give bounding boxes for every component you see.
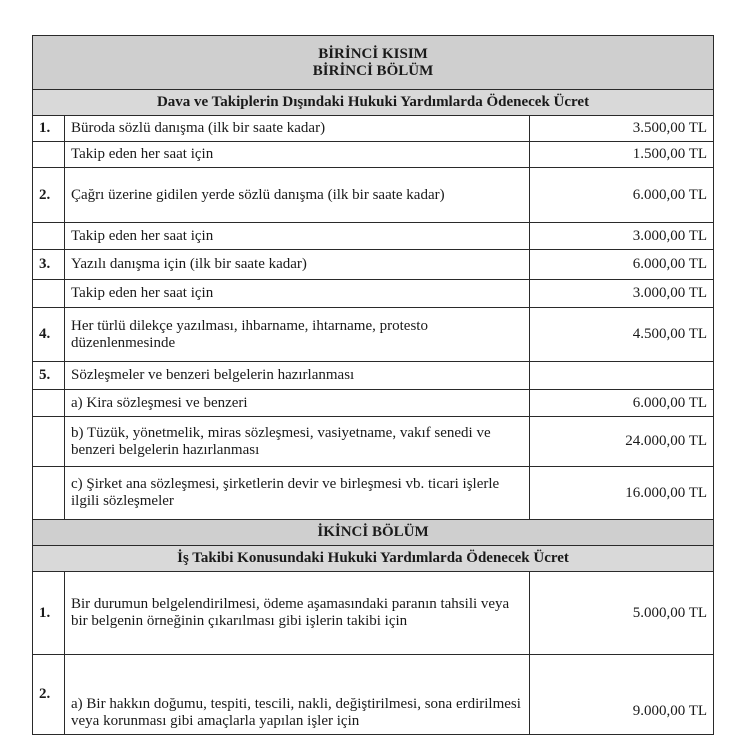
table-row: [33, 655, 714, 735]
row-amount: 1.500,00 TL: [530, 142, 714, 168]
table-row: [33, 572, 714, 655]
table-row: [33, 390, 714, 417]
table-row: [33, 168, 714, 223]
row-number: [33, 390, 65, 417]
section1-subtitle: Dava ve Takiplerin Dışındaki Hukuki Yardımlarda Ödenecek Ücret: [33, 90, 714, 116]
section1-header: [33, 36, 714, 90]
row-number: 2.: [33, 655, 65, 735]
section2-header: [33, 520, 714, 546]
table-row: [33, 417, 714, 467]
row-number: 3.: [33, 250, 65, 280]
section2-subtitle-row: [33, 546, 714, 572]
part-title: BİRİNCİ KISIM: [318, 45, 428, 62]
section2-subtitle: İş Takibi Konusundaki Hukuki Yardımlarda Ödenecek Ücret: [33, 546, 714, 572]
row-text: Takip eden her saat için: [65, 223, 530, 250]
table-row: [33, 142, 714, 168]
row-number: [33, 467, 65, 520]
table-row: [33, 223, 714, 250]
row-text: Her türlü dilekçe yazılması, ihbarname, ihtarname, protesto düzenlenmesinde: [65, 308, 530, 362]
row-text: b) Tüzük, yönetmelik, miras sözleşmesi, vasiyetname, vakıf senedi ve benzeri belgelerin hazırlanması: [65, 417, 530, 467]
row-text: a) Bir hakkın doğumu, tespiti, tescili, nakli, değiştirilmesi, sona erdirilmesi veya korunması gibi amaçlarla yapılan işler için: [65, 655, 530, 735]
row-text: Takip eden her saat için: [65, 142, 530, 168]
row-number: [33, 223, 65, 250]
row-text: Bir durumun belgelendirilmesi, ödeme aşamasındaki paranın tahsili veya bir belgenin örneğinin çıkarılması gibi işlerin takibi için: [65, 572, 530, 655]
row-text: Takip eden her saat için: [65, 280, 530, 308]
row-text: c) Şirket ana sözleşmesi, şirketlerin devir ve birleşmesi vb. ticari işlerle ilgili sözleşmeler: [65, 467, 530, 520]
row-number: [33, 280, 65, 308]
table-row: [33, 280, 714, 308]
section2-title: İKİNCİ BÖLÜM: [33, 520, 714, 546]
row-amount: 6.000,00 TL: [530, 168, 714, 223]
row-amount: 3.000,00 TL: [530, 223, 714, 250]
row-text: Büroda sözlü danışma (ilk bir saate kadar): [65, 116, 530, 142]
row-number: 1.: [33, 116, 65, 142]
table-row: [33, 308, 714, 362]
row-amount: [530, 362, 714, 390]
section1-subtitle-row: [33, 90, 714, 116]
row-number: [33, 417, 65, 467]
section1-title: BİRİNCİ BÖLÜM: [312, 62, 434, 79]
row-amount: 3.000,00 TL: [530, 280, 714, 308]
row-text: Sözleşmeler ve benzeri belgelerin hazırlanması: [65, 362, 530, 390]
row-amount: 6.000,00 TL: [530, 390, 714, 417]
table-row: [33, 362, 714, 390]
row-number: 4.: [33, 308, 65, 362]
row-number: 5.: [33, 362, 65, 390]
row-amount: 9.000,00 TL: [530, 655, 714, 735]
row-amount: 5.000,00 TL: [530, 572, 714, 655]
row-number: 1.: [33, 572, 65, 655]
row-text: a) Kira sözleşmesi ve benzeri: [65, 390, 530, 417]
row-text: Çağrı üzerine gidilen yerde sözlü danışma (ilk bir saate kadar): [65, 168, 530, 223]
fee-table: [32, 35, 714, 735]
row-amount: 24.000,00 TL: [530, 417, 714, 467]
row-amount: 3.500,00 TL: [530, 116, 714, 142]
row-text: Yazılı danışma için (ilk bir saate kadar): [65, 250, 530, 280]
table-row: [33, 250, 714, 280]
row-number: [33, 142, 65, 168]
table-row: [33, 467, 714, 520]
row-amount: 4.500,00 TL: [530, 308, 714, 362]
row-amount: 6.000,00 TL: [530, 250, 714, 280]
table-row: [33, 116, 714, 142]
row-amount: 16.000,00 TL: [530, 467, 714, 520]
row-number: 2.: [33, 168, 65, 223]
